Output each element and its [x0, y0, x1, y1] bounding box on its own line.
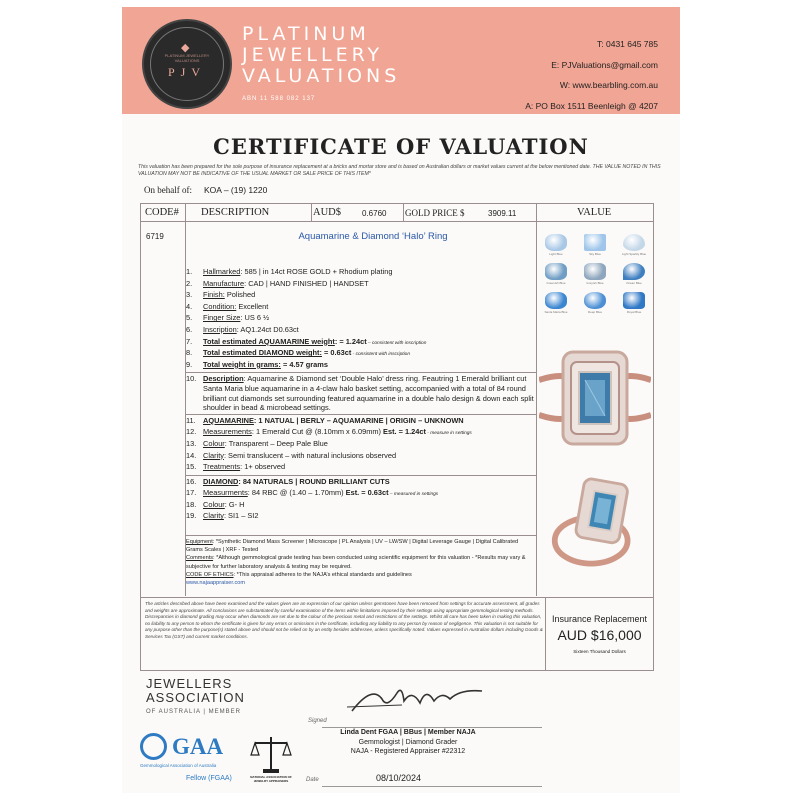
gem-icon	[545, 292, 567, 309]
list-item: 18. Colour: G- H	[186, 499, 245, 509]
gem-icon	[584, 234, 606, 251]
gaa-emblem-icon	[140, 733, 167, 760]
pjv-logo	[142, 19, 232, 109]
disclaimer-text: The articles described above have been examined and the values given are an expression of our opinion unless gemstones have been removed from settings for accurate assessment, all grades and weights are approximate. All conclusions are substantiated by careful examination of the items within limitations imposed by their settings using appropriate gemmological testing methods. Discrepancies in diamond grading may occur when diamonds are set due to the colour of the precious metal and restrictions of the settings. Whilst all care has been taken in making this valuation, no liability to any person to whom the certificate is given for any errors or omissions in the certificate, including any liability to any person by reason of negligence. This valuation is not suitable for any purpose other than the purpose(s) stated above and should not be relied on by an entity besides addressee, unless specifically noted. Values expressed in Australian dollars including Goods & Services Tax (GST) and current market conditions.	[145, 601, 543, 639]
insurance-words: Sixteen Thousand Dollars	[573, 649, 626, 654]
list-item: 14. Clarity: Semi translucent – with natural inclusions observed	[186, 450, 397, 460]
intro-statement: This valuation has been prepared for the sole purpose of insurance replacement at a bricks and mortar store and is based on Australian dollars or market values current at the below mentioned date. THE VALUE NOTED IN THIS VALUATION MAY NOT BE INDICATIVE OF THE USUAL MARKET OR SALE PRICE OF THIS ITEM*	[138, 164, 661, 177]
list-item: 11. AQUAMARINE: 1 NATUAL | BERLY – AQUAMARINE | ORIGIN – UNKNOWN	[186, 415, 464, 425]
gem-icon	[623, 263, 645, 280]
equipment-notes: Equipment: *Synthetic Diamond Mass Screener | Microscope | PL Analysis | UV – LW/SW | Digital Leverage Gauge | Digital Calibrated Grams Scales | XRF - Tested Comments: *Although gemmological grade testing has been conducted using scientific equipment for this valuation - *Results may vary & subjective for further laboratory analysis & testing may be required. CODE OF ETHICS: *This appraisal adheres to the NAJA’s ethical standards and guidelines www.najaappraiser.com	[186, 539, 526, 587]
diamond-icon: ◆	[181, 42, 190, 54]
gem-swatch: Greyish Blue	[578, 263, 612, 288]
signature-image	[342, 679, 492, 719]
gem-swatch: Sky Blue	[578, 234, 612, 259]
gem-swatch: Ocean Blue	[617, 263, 651, 288]
item-details	[186, 267, 536, 523]
gaa-logo: GAA Gemmological Association of Australia Fellow (FGAA)	[140, 734, 232, 782]
col-value: VALUE	[577, 207, 612, 218]
date-label: Date	[306, 777, 319, 783]
item-code: 6719	[146, 232, 164, 241]
list-item: 4. Condition: Excellent	[186, 301, 269, 311]
on-behalf-of: On behalf of: KOA – (19) 1220	[144, 185, 268, 195]
list-item: 17. Measurments: 84 RBC @ (1.40 – 1.70mm) Est. = 0.63ct – measured in settings	[186, 488, 439, 498]
company-name: PLATINUM JEWELLERY VALUATIONS	[242, 23, 401, 87]
disclaimer-box	[140, 598, 654, 671]
certificate-page	[122, 7, 680, 793]
website[interactable]: W: www.bearbling.com.au	[559, 80, 658, 90]
gem-icon	[623, 292, 645, 309]
col-aud-label: AUD$	[313, 207, 341, 218]
naja-link[interactable]: www.najaappraiser.com	[186, 580, 246, 587]
ring-top-view-image	[539, 340, 651, 455]
list-item: 2. Manufacture: CAD | HAND FINISHED | HANDSET	[186, 278, 369, 288]
col-code: CODE#	[145, 207, 179, 218]
col-gold-label: GOLD PRICE $	[405, 208, 465, 218]
list-item: 8. Total estimated DIAMOND weight: = 0.63ct - consistent with inscription	[186, 348, 410, 358]
phone[interactable]: T: 0431 645 785	[597, 39, 658, 49]
ring-side-view-image	[539, 462, 651, 577]
gem-icon	[545, 263, 567, 280]
insurance-value: AUD $16,000	[557, 627, 642, 643]
logo-small-text: PLATINUM JEWELLERY VALUATIONS	[164, 53, 210, 63]
jewellers-association-logo: JEWELLERS ASSOCIATION OF AUSTRALIA | MEMBER	[146, 676, 245, 715]
gem-swatch: Light Blue	[539, 234, 573, 259]
list-item: 19. Clarity: SI1 – SI2	[186, 511, 259, 521]
gem-icon	[584, 292, 606, 309]
postal-address: A: PO Box 1511 Beenleigh @ 4207	[525, 100, 658, 111]
valuation-date: 08/10/2024	[376, 773, 422, 783]
col-aud-value: 0.6760	[362, 209, 387, 218]
list-item: 16. DIAMOND: 84 NATURALS | ROUND BRILLIANT CUTS	[186, 476, 390, 486]
table-header	[141, 204, 653, 222]
gem-icon	[545, 234, 567, 251]
gem-swatch: Royal Blue	[617, 292, 651, 317]
signed-label: Signed	[308, 718, 327, 724]
gem-icon	[623, 234, 645, 251]
gem-swatch: Greenish Blue	[539, 263, 573, 288]
naja-logo: NATIONAL ASSOCIATION OF JEWELRY APPRAISERS	[249, 733, 293, 787]
scales-icon	[249, 733, 293, 775]
list-item: 6. Inscription: AQ1.24ct D0.63ct	[186, 324, 299, 334]
insurance-replacement	[545, 598, 653, 670]
gem-icon	[584, 263, 606, 280]
client-reference: KOA – (19) 1220	[203, 185, 268, 195]
page-title: CERTIFICATE OF VALUATION	[213, 134, 589, 159]
list-item: 10. Description: Aquamarine & Diamond set ‘Double Halo’ dress ring. Feautring 1 Emerald brilliant cut Santa Maria blue aquamarine in a 4-claw halo basket setting, accompanied with a total of 84 round brilliant cut diamonds set surrounding featured aquamarine in a double halo design & down each split shoulder in bead & microbead settings.	[186, 374, 534, 413]
list-item: 7. Total estimated AQUAMARINE weight: = 1.24ct – consistent with inscription	[186, 336, 427, 346]
list-item: 1. Hallmarked: 585 | in 14ct ROSE GOLD + Rhodium plating	[186, 267, 393, 276]
list-item: 5. Finger Size: US 6 ½	[186, 313, 270, 323]
list-item: 3. Finish: Polished	[186, 290, 256, 300]
col-description: DESCRIPTION	[201, 207, 270, 218]
list-item: 15. Treatments: 1+ observed	[186, 462, 286, 472]
valuation-table	[140, 203, 654, 598]
list-item: 9. Total weight in grams: = 4.57 grams	[186, 359, 328, 369]
gem-swatch: Light Sparkly Blue	[617, 234, 651, 259]
letterhead	[122, 7, 680, 114]
contact-details	[525, 34, 658, 116]
list-item: 12. Measurements: 1 Emerald Cut @ (8.10mm x 6.09mm) Est. = 1.24ct - measure in settings	[186, 427, 472, 437]
col-gold-value: 3909.11	[488, 209, 517, 218]
item-title: Aquamarine & Diamond ‘Halo’ Ring	[298, 231, 448, 242]
logo-monogram: PJV	[167, 65, 206, 79]
insurance-label: Insurance Replacement	[551, 614, 648, 624]
aquamarine-colour-chart	[539, 234, 651, 317]
gem-swatch: Deep Blue	[578, 292, 612, 317]
list-item: 13. Colour: Transparent – Deep Pale Blue	[186, 438, 328, 448]
abn-number: ABN 11 588 082 137	[242, 96, 316, 102]
appraiser-details: Linda Dent FGAA | BBus | Member NAJA Gemmologist | Diamond Grader NAJA - Registered Appraiser #22312	[340, 729, 476, 756]
gem-swatch: Santa Maria Blue	[539, 292, 573, 317]
email[interactable]: E: PJValuations@gmail.com	[551, 59, 658, 70]
